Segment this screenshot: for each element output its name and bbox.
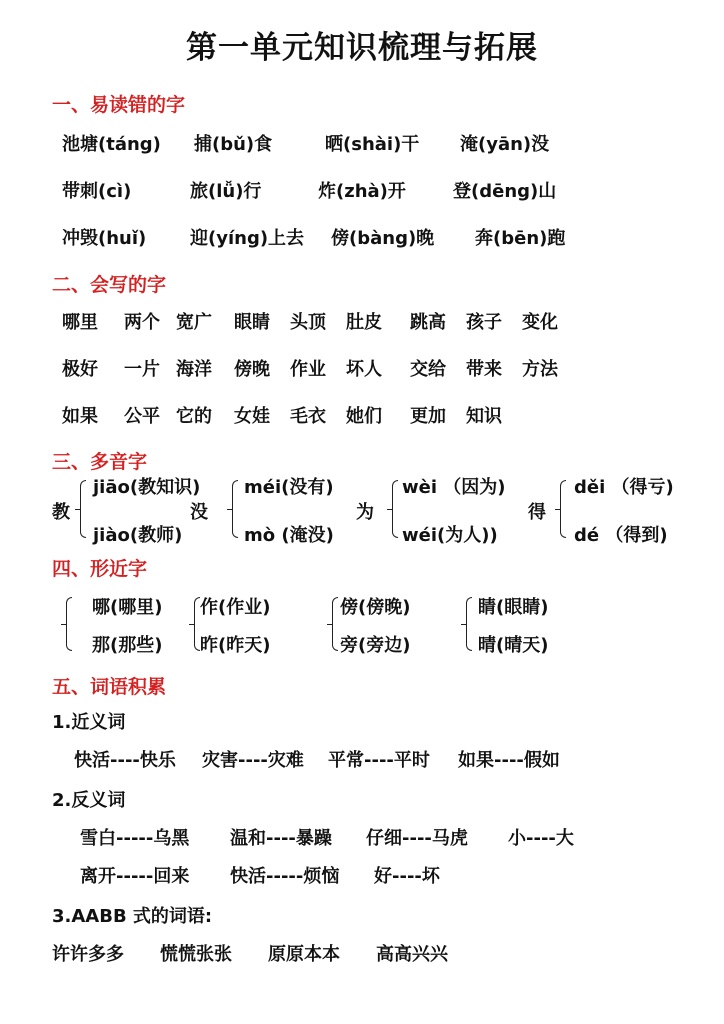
aabb-heading: 3.AABB 式的词语: bbox=[52, 906, 213, 927]
misread-word: 傍(bàng)晚 bbox=[331, 228, 435, 249]
brace bbox=[466, 597, 472, 651]
synonym-pair: 如果----假如 bbox=[458, 750, 560, 771]
section-heading-polyphones: 三、多音字 bbox=[52, 451, 148, 473]
write-word: 一片 bbox=[124, 359, 160, 380]
brace bbox=[332, 597, 338, 651]
misread-word: 登(dēng)山 bbox=[453, 181, 557, 202]
synonym-pair: 平常----平时 bbox=[328, 750, 430, 771]
antonym-pair: 离开-----回来 bbox=[80, 866, 190, 887]
polyphone-reading: jiào(教师) bbox=[93, 525, 183, 546]
polyphone-char: 得 bbox=[528, 502, 546, 523]
polyphone-reading: dé （得到) bbox=[574, 525, 668, 546]
polyphone-reading: wèi （因为) bbox=[402, 477, 506, 498]
page-title: 第一单元知识梳理与拓展 bbox=[186, 30, 538, 66]
write-word: 极好 bbox=[62, 359, 98, 380]
misread-word: 冲毁(huǐ) bbox=[62, 228, 147, 249]
write-word: 肚皮 bbox=[346, 312, 382, 333]
write-word: 方法 bbox=[522, 359, 558, 380]
write-word: 女娃 bbox=[234, 406, 270, 427]
brace bbox=[560, 480, 566, 538]
write-word: 交给 bbox=[410, 359, 446, 380]
polyphone-char: 没 bbox=[190, 502, 208, 523]
write-word: 如果 bbox=[62, 406, 98, 427]
write-word: 哪里 bbox=[62, 312, 98, 333]
similar-char: 傍(傍晚) bbox=[340, 597, 411, 618]
polyphone-reading: wéi(为人)) bbox=[402, 525, 498, 546]
antonym-pair: 快活-----烦恼 bbox=[230, 866, 340, 887]
write-word: 海洋 bbox=[176, 359, 212, 380]
write-word: 跳高 bbox=[410, 312, 446, 333]
polyphone-reading: méi(没有) bbox=[244, 477, 334, 498]
aabb-word: 慌慌张张 bbox=[160, 944, 232, 965]
write-word: 傍晚 bbox=[234, 359, 270, 380]
misread-word: 旅(lǚ)行 bbox=[190, 181, 262, 202]
write-word: 作业 bbox=[290, 359, 326, 380]
section-heading-similar-chars: 四、形近字 bbox=[52, 558, 148, 580]
antonym-pair: 雪白-----乌黑 bbox=[80, 828, 190, 849]
misread-word: 捕(bǔ)食 bbox=[194, 134, 273, 155]
brace bbox=[66, 597, 72, 651]
aabb-word: 高高兴兴 bbox=[376, 944, 448, 965]
aabb-word: 许许多多 bbox=[52, 944, 124, 965]
write-word: 带来 bbox=[466, 359, 502, 380]
synonym-pair: 灾害----灾难 bbox=[202, 750, 304, 771]
misread-word: 池塘(táng) bbox=[62, 134, 161, 155]
write-word: 变化 bbox=[522, 312, 558, 333]
synonyms-heading: 1.近义词 bbox=[52, 712, 126, 733]
write-word: 知识 bbox=[466, 406, 502, 427]
write-word: 两个 bbox=[124, 312, 160, 333]
misread-word: 迎(yíng)上去 bbox=[190, 228, 305, 249]
polyphone-reading: mò (淹没) bbox=[244, 525, 334, 546]
write-word: 坏人 bbox=[346, 359, 382, 380]
similar-char: 那(那些) bbox=[92, 635, 163, 656]
similar-char: 睛(眼睛) bbox=[478, 597, 549, 618]
misread-word: 带刺(cì) bbox=[62, 181, 132, 202]
misread-word: 晒(shài)干 bbox=[325, 134, 420, 155]
similar-char: 昨(昨天) bbox=[200, 635, 271, 656]
antonyms-heading: 2.反义词 bbox=[52, 790, 126, 811]
write-word: 更加 bbox=[410, 406, 446, 427]
aabb-word: 原原本本 bbox=[268, 944, 340, 965]
write-word: 公平 bbox=[124, 406, 160, 427]
similar-char: 哪(哪里) bbox=[92, 597, 163, 618]
brace bbox=[392, 480, 398, 538]
write-word: 毛衣 bbox=[290, 406, 326, 427]
write-word: 它的 bbox=[176, 406, 212, 427]
antonym-pair: 仔细----马虎 bbox=[366, 828, 468, 849]
polyphone-reading: jiāo(教知识) bbox=[93, 477, 201, 498]
brace bbox=[80, 480, 86, 538]
synonym-pair: 快活----快乐 bbox=[74, 750, 176, 771]
polyphone-reading: děi （得亏) bbox=[574, 477, 674, 498]
polyphone-char: 为 bbox=[356, 502, 374, 523]
write-word: 宽广 bbox=[176, 312, 212, 333]
write-word: 眼睛 bbox=[234, 312, 270, 333]
antonym-pair: 好----坏 bbox=[374, 866, 440, 887]
section-heading-vocabulary: 五、词语积累 bbox=[52, 676, 167, 698]
write-word: 头顶 bbox=[290, 312, 326, 333]
antonym-pair: 小----大 bbox=[508, 828, 574, 849]
write-word: 孩子 bbox=[466, 312, 502, 333]
misread-word: 炸(zhà)开 bbox=[318, 181, 406, 202]
write-word: 她们 bbox=[346, 406, 382, 427]
section-heading-can-write: 二、会写的字 bbox=[52, 274, 167, 296]
similar-char: 旁(旁边) bbox=[340, 635, 411, 656]
misread-word: 淹(yān)没 bbox=[460, 134, 550, 155]
similar-char: 作(作业) bbox=[200, 597, 271, 618]
misread-word: 奔(bēn)跑 bbox=[475, 228, 566, 249]
polyphone-char: 教 bbox=[52, 502, 70, 523]
similar-char: 晴(晴天) bbox=[478, 635, 549, 656]
brace bbox=[232, 480, 238, 538]
antonym-pair: 温和----暴躁 bbox=[230, 828, 332, 849]
section-heading-easy-misread: 一、易读错的字 bbox=[52, 94, 186, 116]
